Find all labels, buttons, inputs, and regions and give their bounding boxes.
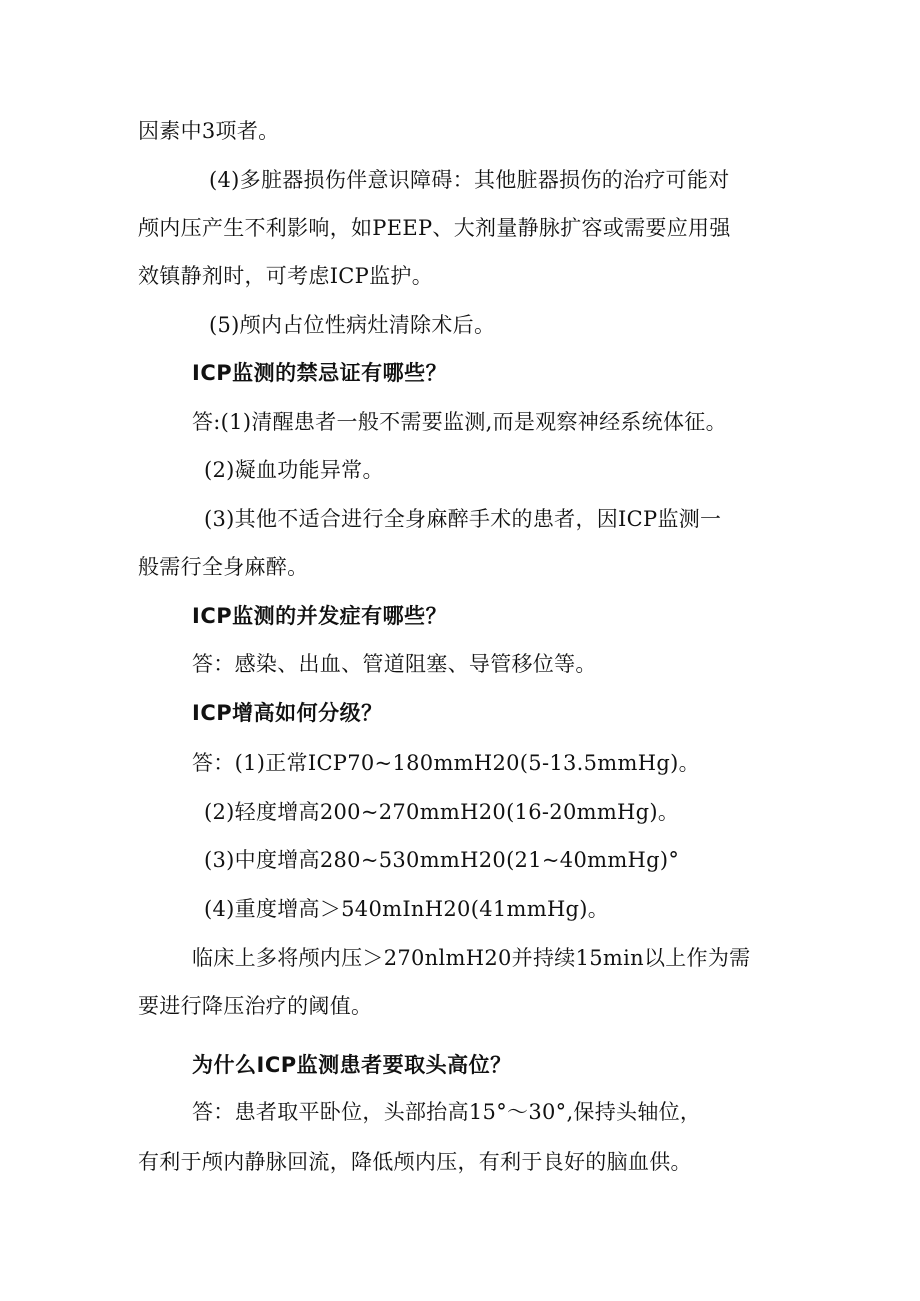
answer-line: (3)中度增高280~530mmH20(21~40mmHg)° <box>204 848 680 872</box>
paragraph-line: 临床上多将颅内压＞270nlmH20并持续15min以上作为需 <box>192 946 751 970</box>
answer-line: 答:(1)清醒患者一般不需要监测,而是观察神经系统体征。 <box>192 410 727 434</box>
paragraph-line: 颅内压产生不利影响，如PEEP、大剂量静脉扩容或需要应用强 <box>138 216 731 240</box>
answer-line: 答：患者取平卧位，头部抬高15°～30°,保持头轴位， <box>192 1100 702 1124</box>
paragraph-line: 要进行降压治疗的阈值。 <box>138 994 373 1018</box>
answer-line: 答：感染、出血、管道阻塞、导管移位等。 <box>192 652 597 676</box>
answer-line: (3)其他不适合进行全身麻醉手术的患者，因ICP监测一 <box>204 507 722 531</box>
answer-line: 般需行全身麻醉。 <box>138 555 309 579</box>
answer-line: (2)轻度增高200~270mmH20(16-20mmHg)。 <box>204 800 680 824</box>
answer-line: 有利于颅内静脉回流，降低颅内压，有利于良好的脑血供。 <box>138 1150 692 1174</box>
paragraph-line: 效镇静剂时，可考虑ICP监护。 <box>138 264 433 288</box>
question-heading: ICP增高如何分级？ <box>192 701 383 725</box>
paragraph-line: 因素中3项者。 <box>138 119 280 143</box>
question-heading: ICP监测的禁忌证有哪些？ <box>192 361 448 385</box>
question-heading: 为什么ICP监测患者要取头高位？ <box>192 1053 512 1077</box>
question-heading: ICP监测的并发症有哪些？ <box>192 604 448 628</box>
answer-line: 答：(1)正常ICP70~180mmH20(5-13.5mmHg)。 <box>192 751 700 775</box>
answer-line: (2)凝血功能异常。 <box>204 458 384 482</box>
paragraph-line: (4)多脏器损伤伴意识障碍：其他脏器损伤的治疗可能对 <box>209 168 730 192</box>
paragraph-line: (5)颅内占位性病灶清除术后。 <box>209 313 496 337</box>
answer-line: (4)重度增高＞540mInH20(41mmHg)。 <box>204 897 610 921</box>
